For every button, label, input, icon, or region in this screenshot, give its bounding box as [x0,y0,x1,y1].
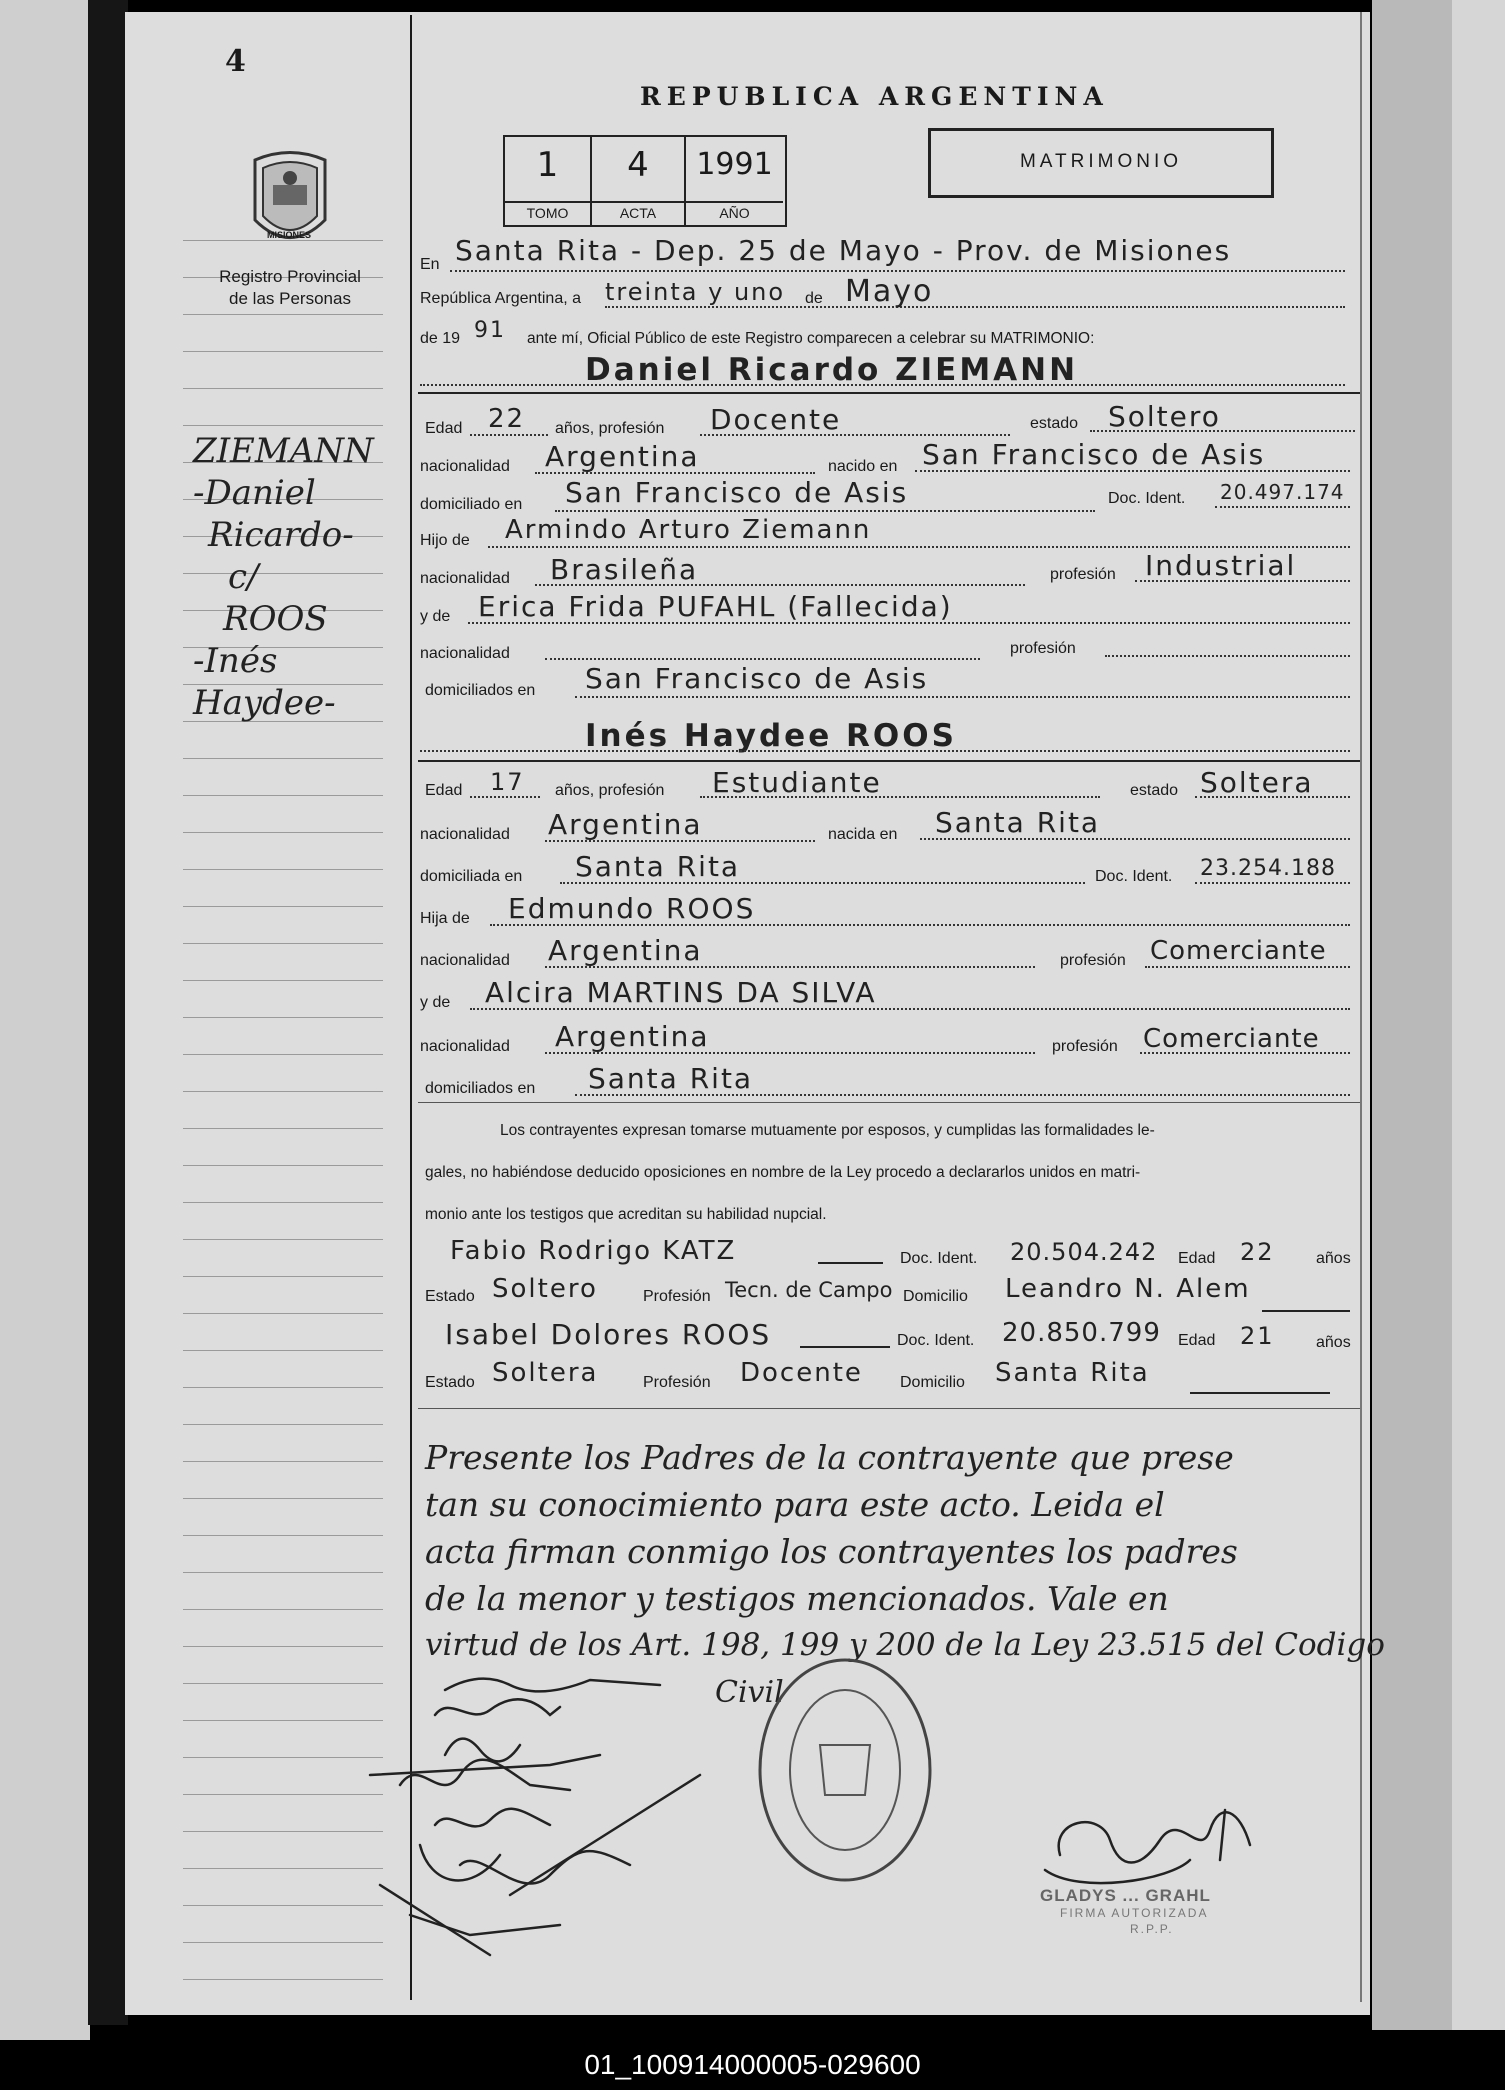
note-line: de la menor y testigos mencionados. Vale en [425,1579,1169,1618]
ruled-line [183,1202,383,1203]
witness1-name: Fabio Rodrigo KATZ [450,1236,737,1266]
nacionalidad-label: nacionalidad [420,645,510,662]
anos-label: años [1316,1334,1351,1351]
ruled-line [183,906,383,907]
bride-mother-profession: Comerciante [1143,1024,1320,1054]
volume-box [503,135,787,227]
bride-parents-domicile: Santa Rita [588,1062,754,1095]
official-seal-icon [755,1655,935,1885]
bride-age: 17 [490,768,525,796]
note-line: acta firman conmigo los contrayentes los padres [425,1532,1238,1571]
stamp-line2: FIRMA AUTORIZADA [1060,1906,1209,1920]
yde-label: y de [420,608,451,625]
year-label: de 19 [420,330,461,347]
ruled-line [183,795,383,796]
ruled-line [183,1683,383,1684]
domiciliados-label: domiciliados en [425,1080,536,1097]
groom-estado: Soltero [1108,400,1221,433]
ruled-line [183,1868,383,1869]
bride-father-profession: Comerciante [1150,936,1327,966]
mother-nationality-line [545,658,980,660]
ano-value: 1991 [696,147,773,182]
nacionalidad-label: nacionalidad [420,458,510,475]
ruled-line [183,1165,383,1166]
domicile-underline [1262,1310,1350,1312]
bride-doc: 23.254.188 [1200,856,1336,881]
bride-father: Edmundo ROOS [508,892,756,925]
profession-label: años, profesión [555,420,665,437]
age-line [470,796,540,798]
profesion-label: Profesión [643,1374,711,1391]
nacida-label: nacida en [828,826,898,843]
witness2-name: Isabel Dolores ROOS [445,1318,772,1351]
groom-birthplace: San Francisco de Asis [922,438,1266,471]
groom-nationality: Argentina [545,440,700,473]
ruled-line [183,314,383,315]
witness2-domicile: Santa Rita [995,1358,1150,1388]
nacido-label: nacido en [828,458,898,475]
section-rule [418,392,1360,394]
marriage-place: Santa Rita - Dep. 25 de Mayo - Prov. de Misiones [455,234,1232,267]
doc-label: Doc. Ident. [1095,868,1173,885]
ano-label: AÑO [686,201,783,221]
edad-label: Edad [425,420,463,437]
date-line [605,306,1345,308]
margin-note-line: -Daniel [193,473,316,513]
place-line [450,270,1345,272]
doc-line [1195,882,1350,884]
page-number: 4 [225,44,246,79]
witness1-profession: Tecn. de Campo [725,1278,893,1302]
ruled-line [183,425,383,426]
profesion-label: profesión [1010,640,1076,657]
en-label: En [420,256,440,273]
tomo-label: TOMO [505,201,590,221]
groom-mother: Erica Frida PUFAHL (Fallecida) [478,590,953,623]
marriage-year: 91 [474,318,506,343]
profesion-label: profesión [1050,566,1116,583]
next-page-edge [1452,0,1505,2030]
ruled-line [183,1572,383,1573]
bride-nationality: Argentina [548,808,703,841]
witness2-doc: 20.850.799 [1002,1318,1161,1348]
bride-name-line [420,750,1350,752]
ruled-line [183,1942,383,1943]
parents-domicile-line [575,696,1350,698]
ruled-line [183,351,383,352]
witness2-profession: Docente [740,1358,863,1388]
doc-label: Doc. Ident. [900,1250,978,1267]
de-label: de [805,290,823,307]
groom-profession: Docente [710,403,842,436]
margin-note-line: Haydee- [193,683,336,723]
mother-profession-line [1105,655,1350,657]
groom-domicile: San Francisco de Asis [565,476,909,509]
profesion-label: Profesión [643,1288,711,1305]
nacionalidad-label: nacionalidad [420,952,510,969]
bride-profession: Estudiante [712,766,882,799]
ruled-line [183,758,383,759]
ruled-line [183,869,383,870]
page-edge [1372,0,1452,2030]
section-rule [418,760,1360,762]
provincial-seal-icon [245,150,335,255]
bride-mother-nationality: Argentina [555,1020,710,1053]
declaration-line: monio ante los testigos que acreditan su habilidad nupcial. [425,1206,827,1223]
profession-label: años, profesión [555,782,665,799]
adjacent-page [0,0,90,2040]
ruled-line [183,1054,383,1055]
domicilio-label: Domicilio [900,1374,965,1391]
nacionalidad-label: nacionalidad [420,570,510,587]
witness1-estado: Soltero [492,1274,598,1304]
nacionalidad-label: nacionalidad [420,1038,510,1055]
age-line [470,434,548,436]
margin-note-line: ZIEMANN [193,431,374,471]
domicile-underline [1190,1392,1330,1394]
groom-doc: 20.497.174 [1220,480,1345,504]
father-line [488,546,1350,548]
bride-father-nationality: Argentina [548,934,703,967]
tomo-value: 1 [536,145,559,185]
groom-father-profession: Industrial [1145,549,1297,582]
estado-label: Estado [425,1374,475,1391]
image-id: 01_100914000005-029600 [0,2040,1505,2090]
doc-type: MATRIMONIO [1019,151,1183,172]
ruled-line [183,980,383,981]
ruled-line [183,1461,383,1462]
profesion-label: profesión [1052,1038,1118,1055]
section-rule [418,1102,1360,1103]
witness2-estado: Soltera [492,1358,599,1388]
seal-text: MISIONES [267,230,312,240]
hija-label: Hija de [420,910,470,927]
ruled-line [183,1350,383,1351]
domicilio-label: Domicilio [903,1288,968,1305]
intro-statement: ante mí, Oficial Público de este Registro comparecen a celebrar su MATRIMONIO: [527,330,1095,347]
ruled-line [183,1979,383,1980]
ruled-line [183,388,383,389]
margin-note-line: Ricardo- [208,515,354,555]
note-line: Presente los Padres de la contrayente que prese [425,1438,1234,1477]
estado-label: estado [1030,415,1079,432]
doc-label: Doc. Ident. [897,1332,975,1349]
ruled-line [183,1757,383,1758]
ruled-line [183,1498,383,1499]
registry-label [195,266,385,310]
doc-line [1215,506,1350,508]
margin-note-line: -Inés [193,641,278,681]
hijo-label: Hijo de [420,532,470,549]
ruled-line [183,1720,383,1721]
ruled-line [183,1905,383,1906]
domicile-line [555,510,1095,512]
ruled-line [183,1424,383,1425]
ruled-line [183,1128,383,1129]
registry-line1: Registro Provincial [219,267,361,286]
groom-father: Armindo Arturo Ziemann [505,515,872,545]
doc-type-box [928,128,1274,198]
profesion-label: profesión [1060,952,1126,969]
anos-label: años [1316,1250,1351,1267]
ruled-line [183,1276,383,1277]
witness1-age: 22 [1240,1238,1275,1266]
country-label: República Argentina, a [420,290,581,307]
signatures [360,1655,740,1975]
registry-line2: de las Personas [229,289,351,308]
nacionalidad-label: nacionalidad [420,826,510,843]
domiciliado-label: domiciliado en [420,496,523,513]
section-rule [418,1408,1360,1409]
ruled-line [183,832,383,833]
stamp-line1: GLADYS ... GRAHL [1040,1886,1211,1905]
edad-label: Edad [1178,1250,1216,1267]
bride-birthplace: Santa Rita [935,806,1101,839]
edad-label: Edad [1178,1332,1216,1349]
groom-age: 22 [488,404,526,434]
marriage-day: treinta y uno [605,278,786,306]
estado-label: estado [1130,782,1179,799]
acta-value: 4 [627,145,649,185]
groom-parents-domicile: San Francisco de Asis [585,662,929,695]
father-profession-line [1145,966,1350,968]
note-line: virtud de los Art. 198, 199 y 200 de la Ley 23.515 del Codigo [425,1627,1385,1663]
domiciliada-label: domiciliada en [420,868,523,885]
estado-label: Estado [425,1288,475,1305]
yde-label: y de [420,994,451,1011]
ruled-line [183,1535,383,1536]
domiciliados-label: domiciliados en [425,682,536,699]
ruled-line [183,1609,383,1610]
doc-label: Doc. Ident. [1108,490,1186,507]
ruled-line [183,1831,383,1832]
ruled-line [183,1313,383,1314]
margin-note-line: ROOS [223,599,328,639]
book-spine [88,0,128,2025]
note-line: Civil [715,1675,784,1710]
ruled-line [183,1387,383,1388]
declaration-line: Los contrayentes expresan tomarse mutuamente por esposos, y cumplidas las formalidades le- [500,1122,1155,1139]
margin-note [188,430,374,724]
note-line: tan su conocimiento para este acto. Leida el [425,1485,1165,1524]
ruled-line [183,1794,383,1795]
marriage-month: Mayo [845,274,934,309]
groom-father-nationality: Brasileña [550,553,699,586]
page-title: REPUBLICA ARGENTINA [640,82,1109,111]
bride-mother: Alcira MARTINS DA SILVA [485,976,877,1009]
margin-note-line: c/ [228,557,259,597]
witness2-age: 21 [1240,1322,1275,1350]
ruled-line [183,1239,383,1240]
edad-label: Edad [425,782,463,799]
registrar-stamp [1040,1800,1300,1936]
groom-name-line [420,384,1345,386]
witness1-doc: 20.504.242 [1010,1238,1158,1266]
bride-domicile: Santa Rita [575,850,741,883]
groom-name: Daniel Ricardo ZIEMANN [585,352,1079,388]
stamp-line3: R.P.P. [1130,1922,1174,1936]
witness1-domicile: Leandro N. Alem [1005,1274,1251,1304]
ruled-line [183,1646,383,1647]
ruled-line [183,1091,383,1092]
name-underline [818,1262,883,1264]
acta-label: ACTA [592,201,684,221]
ruled-line [183,943,383,944]
name-underline [800,1346,890,1348]
bride-estado: Soltera [1200,766,1314,799]
declaration-line: gales, no habiéndose deducido oposiciones en nombre de la Ley procedo a declararlos unidos en matri- [425,1164,1141,1181]
bride-name: Inés Haydee ROOS [585,718,957,754]
ruled-line [183,1017,383,1018]
